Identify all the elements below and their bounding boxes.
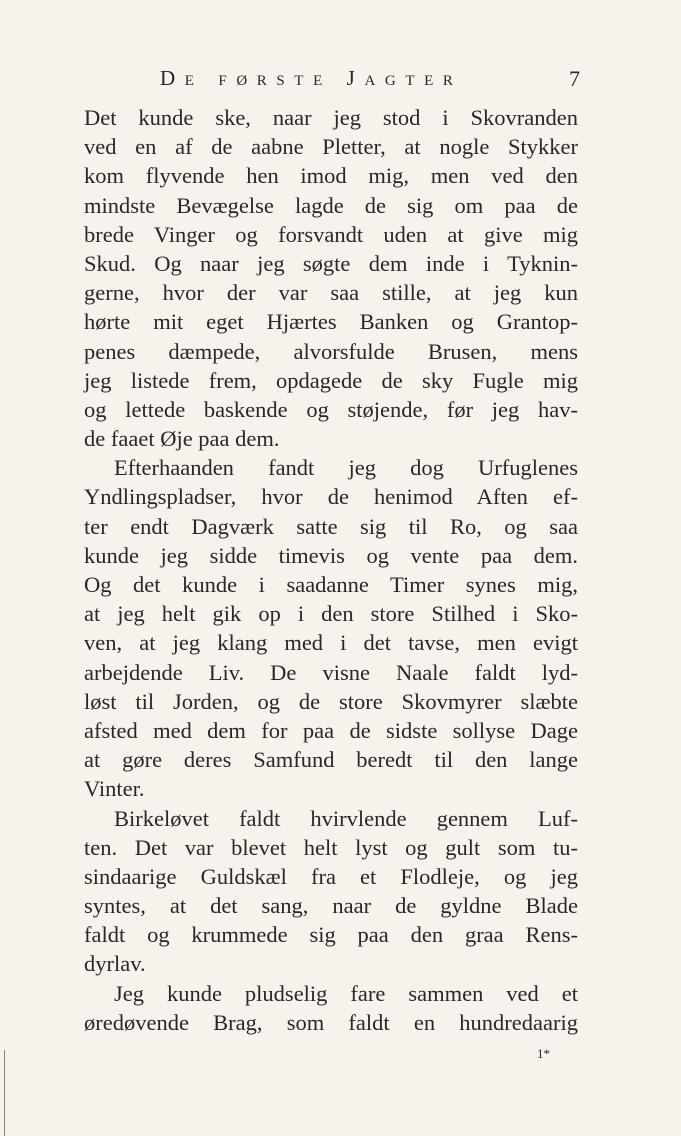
text-line: og lettede baskende og støjende, før jeg hav- — [84, 396, 578, 422]
text-line: gerne, hvor der var saa stille, at jeg kun — [84, 280, 578, 306]
text-line: penes dæmpede, alvorsfulde Brusen, mens — [84, 338, 578, 364]
text-line: hørte mit eget Hjærtes Banken og Grantop- — [84, 309, 578, 335]
text-line: kunde jeg sidde timevis og vente paa dem. — [84, 542, 578, 568]
signature-mark: 1* — [537, 1046, 550, 1061]
text-line: øredøvende Brag, som faldt en hundredaarig — [84, 1009, 578, 1035]
text-line: Yndlingspladser, hvor de henimod Aften ef- — [84, 484, 578, 510]
text-line: løst til Jorden, og de store Skovmyrer slæbte — [84, 688, 578, 714]
text-line: de faaet Øje paa dem. — [84, 426, 280, 452]
text-line: afsted med dem for paa de sidste sollyse Dage — [84, 717, 578, 743]
text-line: Vinter. — [84, 776, 145, 802]
text-line: ter endt Dagværk satte sig til Ro, og saa — [84, 513, 578, 539]
text-line: ven, at jeg klang med i det tavse, men evigt — [84, 630, 578, 656]
text-line: arbejdende Liv. De visne Naale faldt lyd- — [84, 659, 578, 685]
text-line: brede Vinger og forsvandt uden at give mig — [84, 221, 578, 247]
text-line: Og det kunde i saadanne Timer synes mig, — [84, 572, 578, 597]
text-line: ten. Det var blevet helt lyst og gult som tu- — [84, 834, 578, 860]
running-head — [160, 66, 580, 98]
text-line: at gøre deres Samfund beredt til den lange — [84, 747, 578, 773]
text-line: ved en af de aabne Pletter, at nogle Stykker — [84, 134, 578, 160]
text-line: sindaarige Guldskæl fra et Flodleje, og jeg — [84, 863, 578, 889]
page-number: 7 — [569, 66, 580, 91]
text-line: mindste Bevægelse lagde de sig om paa de — [84, 192, 578, 218]
text-line: faldt og krummede sig paa den graa Rens- — [84, 922, 578, 948]
text-line: Det kunde ske, naar jeg stod i Skovranden — [84, 105, 578, 130]
text-line: dyrlav. — [84, 951, 146, 977]
text-line: syntes, at det sang, naar de gyldne Blade — [84, 893, 578, 919]
text-line: at jeg helt gik op i den store Stilhed i Sko- — [84, 601, 578, 627]
text-line: jeg listede frem, opdagede de sky Fugle mig — [84, 367, 578, 393]
text-line: Skud. Og naar jeg søgte dem inde i Tyknin- — [84, 250, 578, 276]
text-line: Jeg kunde pludselig fare sammen ved et — [114, 980, 578, 1006]
text-line: Birkeløvet faldt hvirvlende gennem Luf- — [114, 805, 578, 831]
body-text — [84, 103, 578, 1037]
running-title: De første Jagter — [160, 66, 463, 90]
margin-rule — [4, 1050, 5, 1136]
text-line: kom flyvende hen imod mig, men ved den — [84, 163, 578, 189]
text-line: Efterhaanden fandt jeg dog Urfuglenes — [114, 455, 578, 481]
